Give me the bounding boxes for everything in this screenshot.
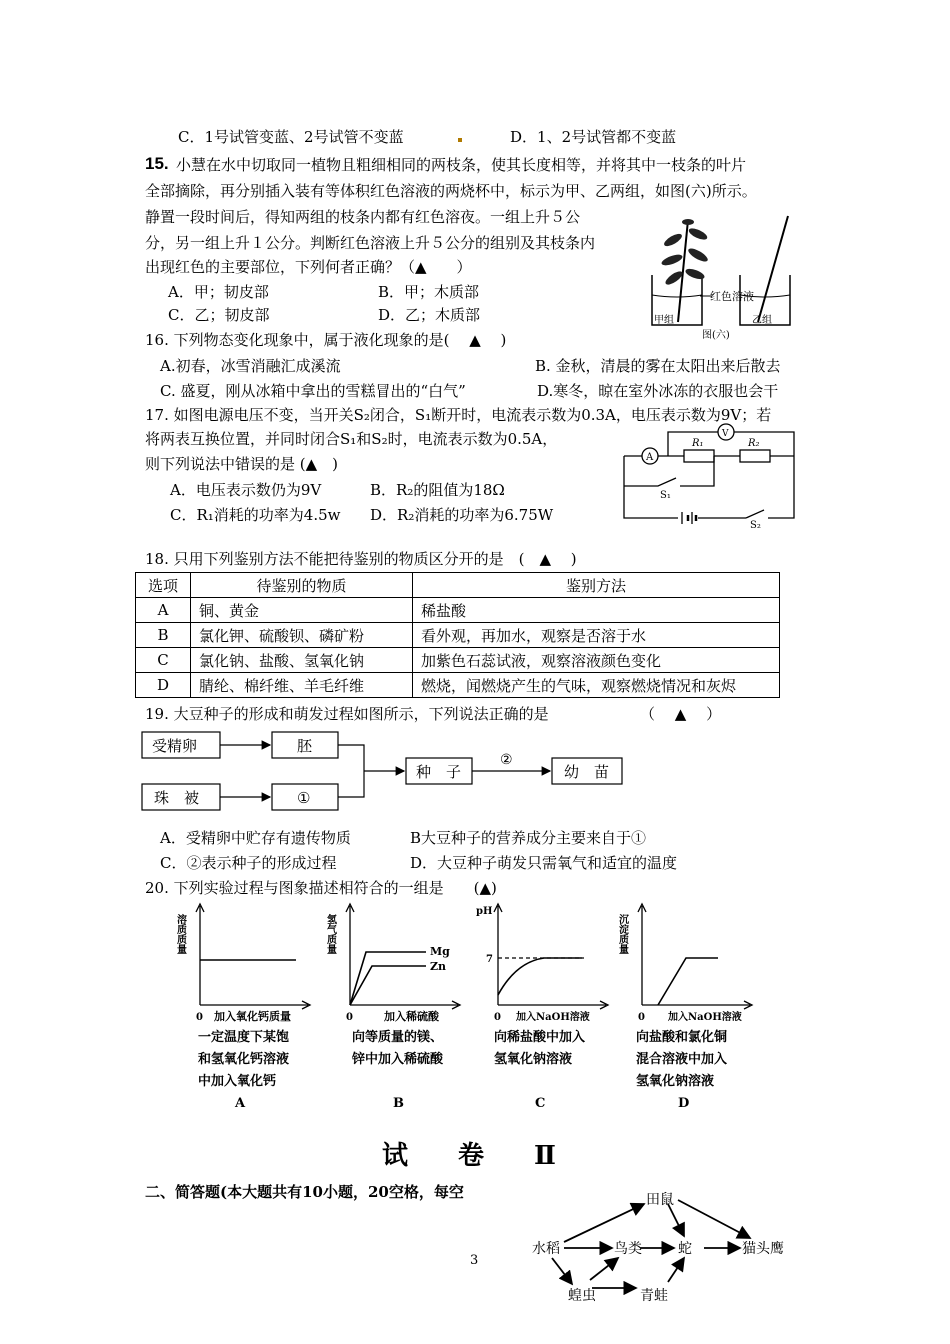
graph-a-xlabel: 加入氧化钙质量 xyxy=(214,1010,291,1023)
web-node-birds: 鸟类 xyxy=(614,1241,642,1257)
q14-option-d: D．1、2号试管都不变蓝 xyxy=(510,128,677,146)
graph-d-caption-2: 混合溶液中加入 xyxy=(636,1052,728,1067)
graph-a-caption-3: 中加入氧化钙 xyxy=(198,1074,277,1089)
web-node-frog: 青蛙 xyxy=(640,1288,668,1304)
table-row xyxy=(136,598,780,623)
table-cell: 腈纶、棉纤维、羊毛纤维 xyxy=(191,673,413,698)
label-r2: R₂ xyxy=(748,438,760,449)
q15-line5: 出现红色的主要部位，下列何者正确？（▲ ） xyxy=(145,258,472,276)
table-header: 选项 xyxy=(136,573,191,598)
table-cell: 氯化钠、盐酸、氢氧化钠 xyxy=(191,648,413,673)
graph-d-ylabel: 沉淀质量 xyxy=(616,914,628,954)
web-node-owl: 猫头鹰 xyxy=(742,1241,784,1257)
q20-graph-d xyxy=(618,900,768,1025)
q19-option-b: B大豆种子的营养成分主要来自于① xyxy=(410,829,647,847)
table-header: 鉴别方法 xyxy=(413,573,780,598)
table-cell: 铜、黄金 xyxy=(191,598,413,623)
graph-a-caption-2: 和氢氧化钙溶液 xyxy=(198,1052,290,1067)
box-seed: 种 子 xyxy=(416,763,462,781)
web-node-locust: 蝗虫 xyxy=(568,1288,596,1304)
q15-line2: 全部摘除，再分别插入装有等体积红色溶液的两烧杯中，标示为甲、乙两组，如图(六)所示。 xyxy=(145,182,757,200)
q19-blank: （ ▲ ） xyxy=(640,705,722,723)
table-cell: B xyxy=(136,623,191,648)
q17-option-b: B．R₂的阻值为18Ω xyxy=(370,481,505,499)
q15-option-a: A．甲；韧皮部 xyxy=(168,283,269,301)
graph-b-ylabel: 氢气质量 xyxy=(324,914,336,954)
voltmeter-icon: V xyxy=(722,429,729,439)
graph-c-letter: C xyxy=(535,1096,546,1111)
graph-a-caption-1: 一定温度下某饱 xyxy=(198,1030,290,1045)
q19-option-d: D．大豆种子萌发只需氧气和适宜的温度 xyxy=(410,854,678,872)
graph-b-letter: B xyxy=(393,1096,404,1111)
fig-label-jia: 甲组 xyxy=(654,315,674,326)
stray-dot xyxy=(458,138,462,142)
q15-line1: 小慧在水中切取同一植物且粗细相同的两枝条，使其长度相等，并将其中一枝条的叶片 xyxy=(176,156,747,174)
graph-c-ytick: 7 xyxy=(486,954,493,965)
graph-d-caption-3: 氢氧化钠溶液 xyxy=(636,1074,715,1089)
graph-b-series-zn: Zn xyxy=(430,960,447,973)
table-cell: 氯化钾、硫酸钡、磷矿粉 xyxy=(191,623,413,648)
graph-d-origin: 0 xyxy=(638,1012,645,1023)
q18-table xyxy=(135,572,780,698)
q18-stem: 18. 只用下列鉴别方法不能把待鉴别的物质区分开的是 ( ▲ ) xyxy=(145,550,577,568)
arrow-label-2: ② xyxy=(500,752,513,768)
graph-b-caption-2: 锌中加入稀硫酸 xyxy=(352,1052,444,1067)
table-header: 待鉴别的物质 xyxy=(191,573,413,598)
graph-b-series-mg: Mg xyxy=(430,945,450,958)
fig-label-solution: 红色溶液 xyxy=(710,290,754,303)
page-number: 3 xyxy=(470,1253,479,1268)
label-s2: S₂ xyxy=(750,520,761,531)
graph-d-letter: D xyxy=(678,1096,690,1111)
q17-option-d: D．R₂消耗的功率为6.75W xyxy=(370,506,554,524)
q14-option-c: C．1号试管变蓝、2号试管不变蓝 xyxy=(178,128,404,146)
q16-option-c: C. 盛夏，刚从冰箱中拿出的雪糕冒出的“白气” xyxy=(160,382,466,400)
q19-flowchart xyxy=(140,726,630,816)
web-node-snake: 蛇 xyxy=(678,1241,692,1257)
graph-a-ylabel: 溶质质量 xyxy=(174,914,186,954)
table-cell: C xyxy=(136,648,191,673)
fig-label-yi: 乙组 xyxy=(752,315,772,326)
fig-caption: 图(六) xyxy=(702,330,730,341)
graph-c-xlabel: 加入NaOH溶液 xyxy=(516,1012,590,1023)
label-r1: R₁ xyxy=(692,438,704,449)
q16-stem: 16. 下列物态变化现象中，属于液化现象的是( ▲ ) xyxy=(145,331,507,349)
q15-option-c: C．乙；韧皮部 xyxy=(168,306,270,324)
box-integument: 珠 被 xyxy=(154,789,200,807)
graph-b-origin: 0 xyxy=(346,1012,353,1023)
ammeter-icon: A xyxy=(646,452,654,463)
graph-b-caption-1: 向等质量的镁、 xyxy=(352,1030,444,1045)
q15-option-b: B．甲；木质部 xyxy=(378,283,480,301)
table-row xyxy=(136,648,780,673)
q19-option-c: C．②表示种子的形成过程 xyxy=(160,854,337,872)
q17-line3: 则下列说法中错误的是 (▲ ) xyxy=(145,455,339,473)
q20-stem: 20. 下列实验过程与图象描述相符合的一组是 (▲) xyxy=(145,879,497,897)
table-cell: D xyxy=(136,673,191,698)
part2-title: 试 卷 Ⅱ xyxy=(382,1141,568,1171)
box-embryo: 胚 xyxy=(297,737,313,755)
q15-figure xyxy=(640,210,800,345)
box-zygote: 受精卵 xyxy=(152,737,198,755)
box-1: ① xyxy=(297,789,311,807)
graph-a-origin: 0 xyxy=(196,1012,203,1023)
q19-option-a: A．受精卵中贮存有遗传物质 xyxy=(160,829,351,847)
q17-option-a: A．电压表示数仍为9V xyxy=(170,481,322,499)
table-cell: 稀盐酸 xyxy=(413,598,780,623)
food-web-diagram xyxy=(528,1188,808,1306)
graph-d-caption-1: 向盐酸和氯化铜 xyxy=(636,1030,728,1045)
q15-number: 15. xyxy=(145,154,169,173)
table-cell: 燃烧，闻燃烧产生的气味，观察燃烧情况和灰烬 xyxy=(413,673,780,698)
q15-line4: 分，另一组上升１公分。判断红色溶液上升５公分的组别及其枝条内 xyxy=(145,234,596,252)
graph-b-xlabel: 加入稀硫酸 xyxy=(384,1010,439,1023)
table-cell: 看外观，再加水，观察是否溶于水 xyxy=(413,623,780,648)
part2-section-heading: 二、简答题(本大题共有10小题，20空格，每空 xyxy=(145,1183,464,1201)
table-cell: A xyxy=(136,598,191,623)
q16-option-a: A.初春，冰雪消融汇成溪流 xyxy=(160,357,341,375)
table-row xyxy=(136,623,780,648)
q17-option-c: C．R₁消耗的功率为4.5w xyxy=(170,506,341,524)
label-s1: S₁ xyxy=(660,490,671,501)
q20-graph-b xyxy=(326,900,466,1025)
graph-a-letter: A xyxy=(235,1096,246,1111)
graph-c-ylabel: pH xyxy=(476,906,493,917)
q15-option-d: D．乙；木质部 xyxy=(378,306,481,324)
table-header-row xyxy=(136,573,780,598)
q16-option-b: B. 金秋，清晨的雾在太阳出来后散去 xyxy=(535,357,781,375)
box-seedling: 幼 苗 xyxy=(564,763,610,781)
q17-line2: 将两表互换位置，并同时闭合S₁和S₂时，电流表示数为0.5A， xyxy=(145,430,558,448)
q19-stem: 19. 大豆种子的形成和萌发过程如图所示，下列说法正确的是 xyxy=(145,705,549,723)
q20-graph-c xyxy=(474,900,614,1025)
web-node-rice: 水稻 xyxy=(532,1241,560,1257)
q17-line1: 17. 如图电源电压不变，当开关S₂闭合，S₁断开时，电流表示数为0.3A，电压表示数为9V；若 xyxy=(145,406,772,424)
table-row xyxy=(136,673,780,698)
graph-c-caption-2: 氢氧化钠溶液 xyxy=(494,1052,573,1067)
table-cell: 加紫色石蕊试液，观察溶液颜色变化 xyxy=(413,648,780,673)
web-node-vole: 田鼠 xyxy=(646,1192,674,1208)
q15-line3: 静置一段时间后，得知两组的枝条内都有红色溶夜。一组上升５公 xyxy=(145,208,581,226)
graph-c-origin: 0 xyxy=(494,1012,501,1023)
q20-graph-a xyxy=(176,900,316,1025)
graph-d-xlabel: 加入NaOH溶液 xyxy=(668,1012,742,1023)
graph-c-caption-1: 向稀盐酸中加入 xyxy=(494,1030,586,1045)
q17-circuit xyxy=(618,418,800,530)
q16-option-d: D.寒冬，晾在室外冰冻的衣服也会干 xyxy=(537,382,779,400)
